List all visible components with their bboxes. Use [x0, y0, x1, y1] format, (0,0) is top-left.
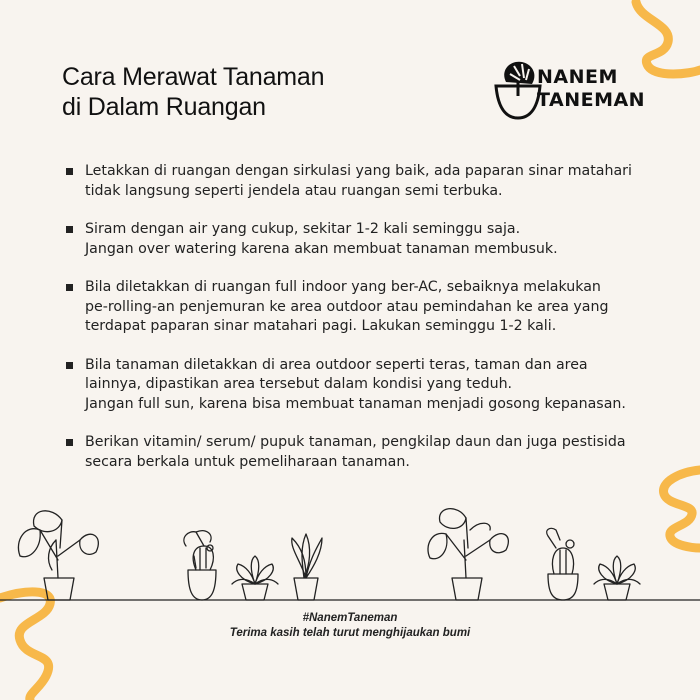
tip-line: Berikan vitamin/ serum/ pupuk tanaman, pengkilap daun dan juga pestisida	[85, 434, 626, 450]
tip-item	[66, 433, 640, 472]
cactus-icon	[547, 528, 578, 600]
tip-item	[66, 220, 640, 259]
bullet-square-icon	[66, 439, 73, 446]
footer-hashtag: #NanemTaneman	[302, 612, 398, 624]
swirl-top-right	[636, 2, 700, 74]
tip-line: Letakkan di ruangan dengan sirkulasi yang baik, ada paparan sinar matahari	[85, 163, 632, 179]
succulent-icon	[594, 556, 640, 600]
monstera-plant-icon	[428, 509, 508, 600]
swirl-bottom-right	[663, 470, 700, 548]
bullet-square-icon	[66, 168, 73, 175]
tip-line: tidak langsung seperti jendela atau ruangan semi terbuka.	[85, 182, 503, 199]
care-tips-list	[66, 162, 640, 491]
brand-wordmark	[537, 66, 645, 112]
brand-logo	[494, 56, 644, 126]
tip-line: Bila tanaman diletakkan di area outdoor seperti teras, taman dan area	[85, 356, 588, 373]
page-title-line-2: di Dalam Ruangan	[62, 93, 266, 121]
bullet-square-icon	[66, 362, 73, 369]
tip-item	[66, 162, 640, 201]
tip-line: Bila diletakkan di ruangan full indoor yang ber-AC, sebaiknya melakukan	[85, 279, 601, 295]
brand-line-2: TANEMAN	[537, 89, 646, 111]
succulent-icon	[232, 556, 278, 600]
tip-item	[66, 356, 640, 415]
tip-line: secara berkala untuk pemeliharaan tanaman.	[85, 453, 410, 470]
tip-line: Jangan full sun, karena bisa membuat tanaman menjadi gosong kepanasan.	[85, 395, 626, 412]
page-title	[62, 62, 324, 122]
swirl-bottom-left	[0, 592, 50, 700]
tip-line: Siram dengan air yang cukup, sekitar 1-2 kali seminggu saja.	[85, 221, 521, 237]
footer-tagline: Terima kasih telah turut menghijaukan bumi	[229, 627, 471, 639]
potted-monstera-icon	[494, 56, 542, 122]
monstera-plant-icon	[18, 511, 98, 600]
bullet-square-icon	[66, 226, 73, 233]
tip-line: Jangan over watering karena akan membuat tanaman membusuk.	[85, 240, 558, 257]
brand-line-1: NANEM	[537, 66, 618, 88]
snake-plant-icon	[292, 534, 322, 600]
tip-line: pe-rolling-an penjemuran ke area outdoor atau pemindahan ke area yang	[85, 298, 609, 315]
tip-item	[66, 278, 640, 337]
page-title-line-1: Cara Merawat Tanaman	[62, 63, 325, 91]
bullet-square-icon	[66, 284, 73, 291]
potted-plant-icon	[184, 531, 216, 600]
tip-line: lainnya, dipastikan area tersebut dalam kondisi yang teduh.	[85, 376, 513, 392]
tip-line: terdapat paparan sinar matahari pagi. Lakukan seminggu 1-2 kali.	[85, 318, 557, 334]
